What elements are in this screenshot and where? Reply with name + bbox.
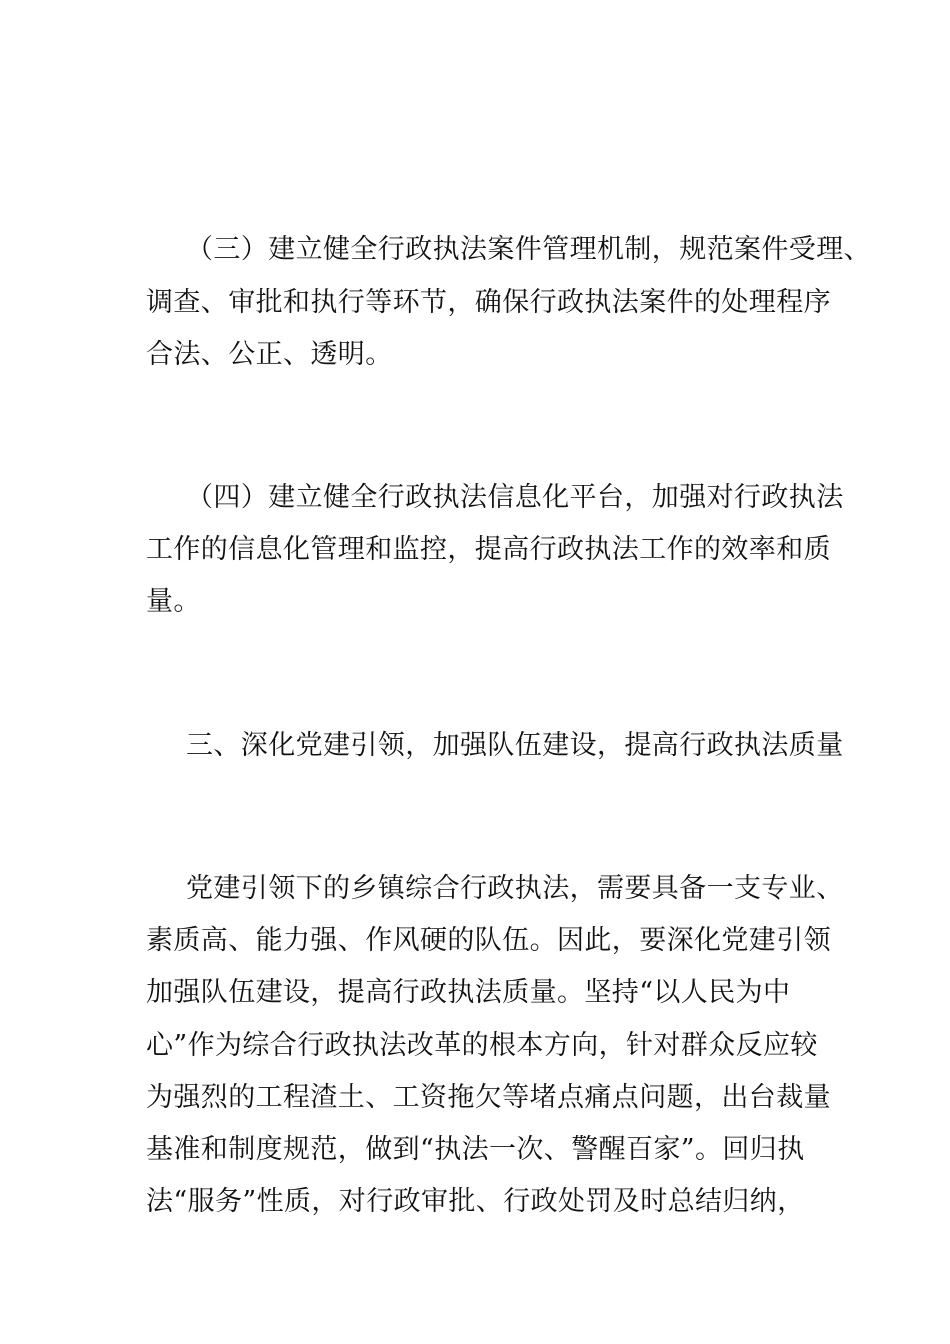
paragraph-3-line-3: 合法、公正、透明。 — [146, 339, 393, 370]
paragraph-3-line-1: （三）建立健全行政执法案件管理机制，规范案件受理、 — [186, 234, 871, 265]
section-heading: 三、深化党建引领，加强队伍建设，提高行政执法质量 — [186, 730, 844, 761]
paragraph-4-line-3: 量。 — [146, 586, 201, 617]
body-line-7: 法“服务”性质，对行政审批、行政处罚及时总结归纳， — [146, 1186, 805, 1217]
body-line-4: 心”作为综合行政执法改革的根本方向，针对群众反应较 — [146, 1030, 818, 1061]
body-line-3: 加强队伍建设，提高行政执法质量。坚持“以人民为中 — [146, 977, 791, 1008]
paragraph-4-line-2: 工作的信息化管理和监控，提高行政执法工作的效率和质 — [146, 534, 831, 565]
body-line-1: 党建引领下的乡镇综合行政执法，需要具备一支专业、 — [186, 873, 844, 904]
body-line-5: 为强烈的工程渣土、工资拖欠等堵点痛点问题，出台裁量 — [146, 1082, 831, 1113]
paragraph-4-line-1: （四）建立健全行政执法信息化平台，加强对行政执法 — [186, 482, 844, 513]
paragraph-3-line-2: 调查、审批和执行等环节，确保行政执法案件的处理程序 — [146, 287, 831, 318]
body-line-6: 基准和制度规范，做到“执法一次、警醒百家”。回归执 — [146, 1134, 805, 1165]
body-line-2: 素质高、能力强、作风硬的队伍。因此，要深化党建引领 — [146, 925, 831, 956]
